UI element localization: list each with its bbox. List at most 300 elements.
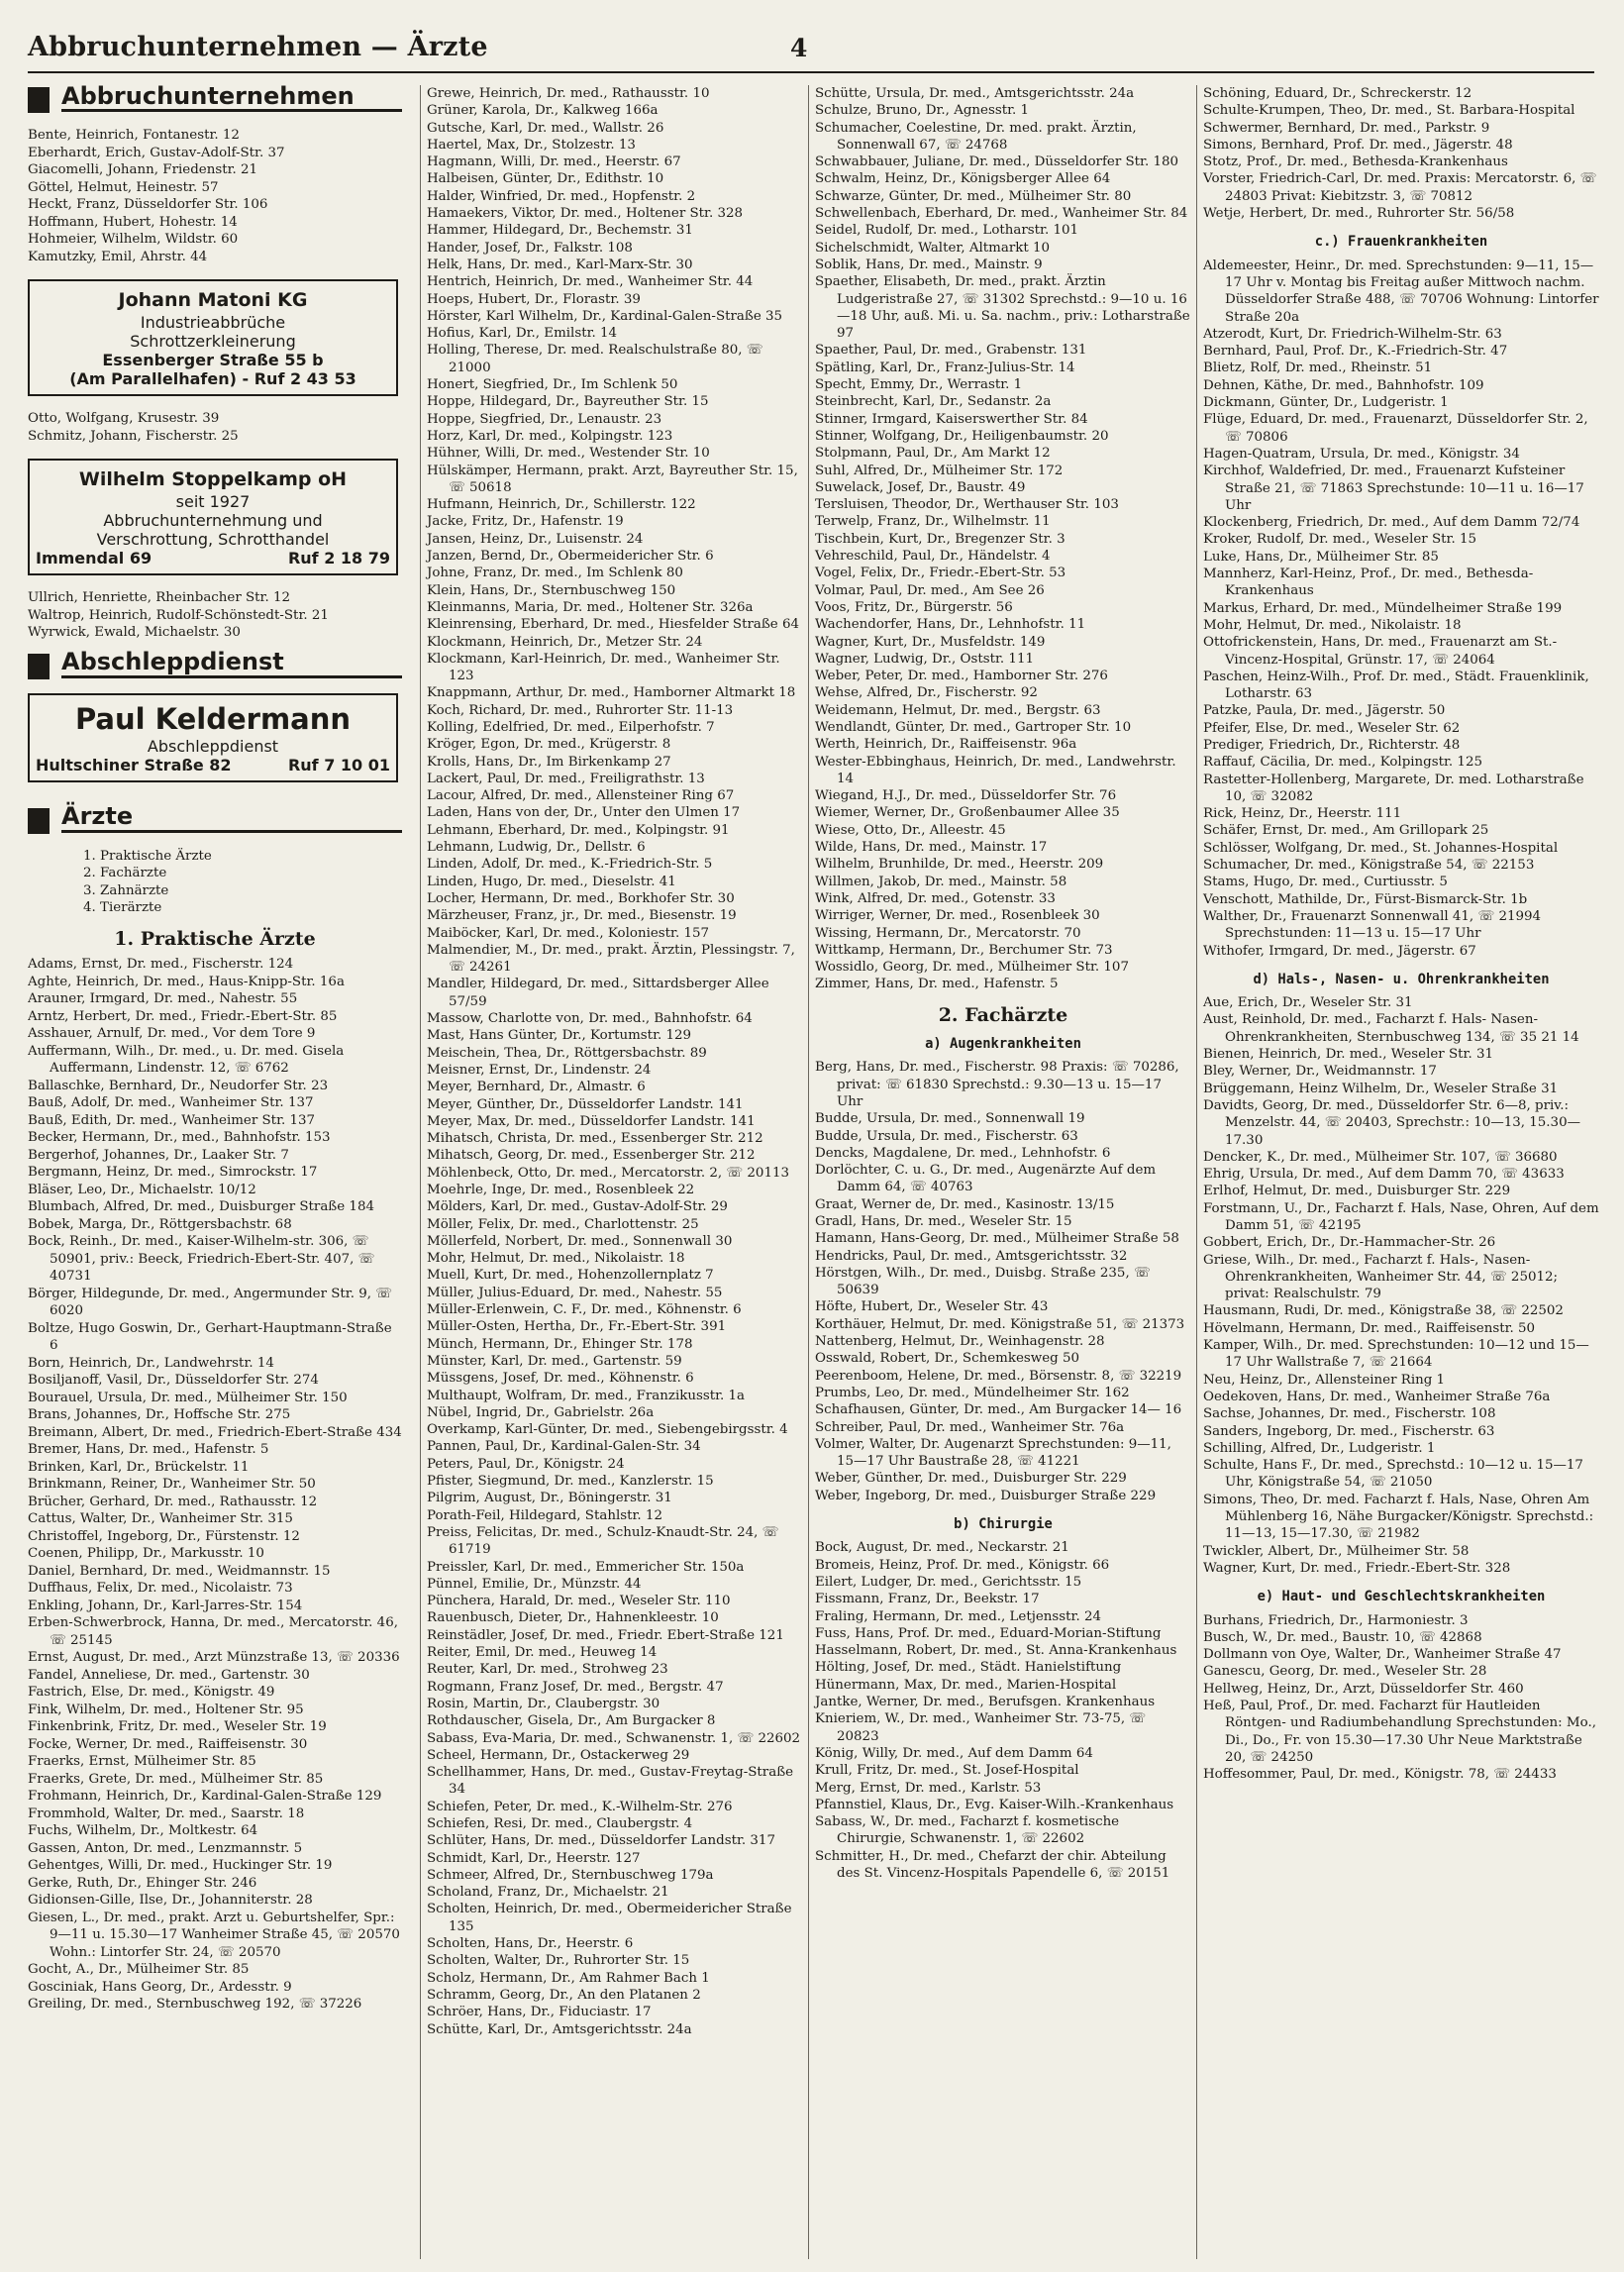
directory-entry: Bobek, Marga, Dr., Röttgersbachstr. 68 — [28, 1216, 292, 1232]
advert-stoppelkamp — [28, 459, 398, 575]
directory-entry: Hammer, Hildegard, Dr., Bechemstr. 31 — [427, 223, 693, 239]
directory-entry: Meisner, Ernst, Dr., Lindenstr. 24 — [427, 1062, 652, 1078]
directory-entry: Brinken, Karl, Dr., Brückelstr. 11 — [28, 1459, 250, 1475]
directory-entry: Seidel, Rudolf, Dr. med., Lotharstr. 101 — [815, 223, 1079, 239]
directory-entry: Hofius, Karl, Dr., Emilstr. 14 — [427, 326, 618, 342]
directory-entry: Linden, Hugo, Dr. med., Dieselstr. 41 — [427, 874, 676, 889]
directory-entry: Pfister, Siegmund, Dr. med., Kanzlerstr. 15 — [427, 1474, 714, 1490]
directory-entry: Fissmann, Franz, Dr., Beekstr. 17 — [815, 1592, 1040, 1607]
directory-entry: Stolpmann, Paul, Dr., Am Markt 12 — [815, 446, 1051, 462]
directory-entry: Otto, Wolfgang, Krusestr. 39 — [28, 411, 220, 426]
directory-entry: Oedekoven, Hans, Dr. med., Wanheimer Straße 76a — [1203, 1389, 1551, 1404]
directory-entry: Finkenbrink, Fritz, Dr. med., Weseler Str. 19 — [28, 1719, 327, 1734]
directory-entry: Janzen, Bernd, Dr., Obermeidericher Str. 6 — [427, 549, 714, 565]
directory-entry: Busch, W., Dr. med., Baustr. 10, ☏ 42868 — [1203, 1629, 1482, 1645]
directory-entry: Coenen, Philipp, Dr., Markusstr. 10 — [28, 1546, 264, 1561]
directory-entry: Porath-Feil, Hildegard, Stahlstr. 12 — [427, 1507, 662, 1523]
directory-entry: Bernhard, Paul, Prof. Dr., K.-Friedrich-Str. 47 — [1203, 344, 1508, 360]
directory-entry: Dehnen, Käthe, Dr. med., Bahnhofstr. 109 — [1203, 377, 1484, 393]
section-marker-icon — [28, 87, 50, 113]
directory-entry: Grewe, Heinrich, Dr. med., Rathausstr. 10 — [427, 86, 710, 101]
directory-entry: Bente, Heinrich, Fontanestr. 12 — [28, 128, 240, 143]
directory-entry: Scholten, Hans, Dr., Heerstr. 6 — [427, 1936, 634, 1952]
directory-entry: Locher, Hermann, Dr. med., Borkhofer Str. 30 — [427, 890, 735, 906]
directory-entry: Scholten, Heinrich, Dr. med., Obermeidericher Straße 135 — [427, 1902, 792, 1934]
directory-entry: Pilgrim, August, Dr., Böningerstr. 31 — [427, 1491, 672, 1506]
directory-entry: Specht, Emmy, Dr., Werrastr. 1 — [815, 377, 1023, 393]
directory-entry: Bourauel, Ursula, Dr. med., Mülheimer Str. 150 — [28, 1390, 348, 1405]
directory-entry: Reiter, Emil, Dr. med., Heuweg 14 — [427, 1645, 658, 1661]
directory-entry: Wehse, Alfred, Dr., Fischerstr. 92 — [815, 685, 1038, 701]
directory-entry: Luke, Hans, Dr., Mülheimer Str. 85 — [1203, 549, 1439, 565]
directory-entry: Volmer, Walter, Dr. Augenarzt Sprechstunden: 9—11, 15—17 Uhr Baustraße 28, ☏ 41221 — [815, 1436, 1171, 1470]
directory-entry: Malmendier, M., Dr. med., prakt. Ärztin, Plessingstr. 7, ☏ 24261 — [427, 942, 795, 976]
advert-line: Abbruchunternehmung und — [103, 511, 323, 530]
directory-entry: Knappmann, Arthur, Dr. med., Hamborner Altmarkt 18 — [427, 685, 796, 701]
directory-entry: Schulte-Krumpen, Theo, Dr. med., St. Barbara-Hospital — [1203, 103, 1575, 119]
directory-entry: Paschen, Heinz-Wilh., Prof. Dr. med., Städt. Frauenklinik, Lotharstr. 63 — [1203, 669, 1589, 702]
directory-entry: Gosciniak, Hans Georg, Dr., Ardesstr. 9 — [28, 1979, 292, 1995]
directory-entry: Focke, Werner, Dr. med., Raiffeisenstr. 30 — [28, 1736, 308, 1752]
directory-entry: Wiese, Otto, Dr., Alleestr. 45 — [815, 822, 1006, 838]
directory-entry: Hülskämper, Hermann, prakt. Arzt, Bayreuther Str. 15, ☏ 50618 — [427, 463, 798, 495]
directory-entry: Christoffel, Ingeborg, Dr., Fürstenstr. 12 — [28, 1528, 300, 1544]
section-marker-icon — [28, 808, 50, 834]
directory-entry: Stinner, Irmgard, Kaiserswerther Str. 84 — [815, 411, 1088, 427]
directory-entry: Mandler, Hildegard, Dr. med., Sittardsberger Allee 57/59 — [427, 977, 769, 1009]
directory-entry: Multhaupt, Wolfram, Dr. med., Franzikusstr. 1a — [427, 1388, 746, 1403]
directory-entry: Hentrich, Heinrich, Dr. med., Wanheimer Str. 44 — [427, 274, 754, 290]
directory-entry: Stinner, Wolfgang, Dr., Heiligenbaumstr. 20 — [815, 428, 1109, 444]
advert-address: Immendal 69 — [36, 549, 152, 568]
directory-entry: Möhlenbeck, Otto, Dr. med., Mercatorstr. 2, ☏ 20113 — [427, 1165, 789, 1181]
directory-entry: Stotz, Prof., Dr. med., Bethesda-Krankenhaus — [1203, 155, 1508, 170]
directory-entry: Klockenberg, Friedrich, Dr. med., Auf dem Damm 72/74 — [1203, 515, 1580, 531]
directory-entry: Scholz, Hermann, Dr., Am Rahmer Bach 1 — [427, 1970, 710, 1986]
directory-entry: Sichelschmidt, Walter, Altmarkt 10 — [815, 240, 1051, 256]
section-heading-abbruch — [28, 87, 402, 113]
directory-entry: Rastetter-Hollenberg, Margarete, Dr. med. Lotharstraße 10, ☏ 32082 — [1203, 772, 1584, 804]
directory-entry: Giacomelli, Johann, Friedenstr. 21 — [28, 162, 258, 177]
directory-entry: Meyer, Bernhard, Dr., Almastr. 6 — [427, 1080, 646, 1095]
directory-entry: Spaether, Paul, Dr. med., Grabenstr. 131 — [815, 343, 1087, 359]
directory-entry: Schäfer, Ernst, Dr. med., Am Grillopark 25 — [1203, 823, 1489, 839]
directory-entry: Brans, Johannes, Dr., Hoffsche Str. 275 — [28, 1407, 291, 1422]
directory-entry: Ballaschke, Bernhard, Dr., Neudorfer Str. 23 — [28, 1078, 329, 1093]
directory-entry: Ernst, August, Dr. med., Arzt Münzstraße 13, ☏ 20336 — [28, 1650, 400, 1665]
directory-entry: Sabass, W., Dr. med., Facharzt f. kosmetische Chirurgie, Schwanenstr. 1, ☏ 22602 — [815, 1814, 1120, 1847]
directory-entry: Preiss, Felicitas, Dr. med., Schulz-Knaudt-Str. 24, ☏ 61719 — [427, 1524, 779, 1558]
directory-entry: Müller, Julius-Eduard, Dr. med., Nahestr. 55 — [427, 1285, 723, 1300]
directory-entry: Börger, Hildegunde, Dr. med., Angermunder Str. 9, ☏ 6020 — [28, 1286, 393, 1318]
directory-entry: Mast, Hans Günter, Dr., Kortumstr. 129 — [427, 1028, 692, 1044]
directory-entry: Bock, Reinh., Dr. med., Kaiser-Wilhelm-str. 306, ☏ 50901, priv.: Beeck, Friedrich-Ebert-Str. 407, ☏ 40731 — [28, 1234, 375, 1284]
entry-list — [815, 85, 1191, 993]
directory-entry: Koch, Richard, Dr. med., Ruhrorter Str. 11-13 — [427, 702, 734, 718]
directory-entry: Born, Heinrich, Dr., Landwehrstr. 14 — [28, 1355, 274, 1371]
directory-entry: Krull, Fritz, Dr. med., St. Josef-Hospital — [815, 1763, 1079, 1779]
entry-list — [28, 127, 402, 265]
directory-entry: Hövelmann, Hermann, Dr. med., Raiffeisenstr. 50 — [1203, 1320, 1536, 1336]
directory-entry: Mohr, Helmut, Dr. med., Nikolaistr. 18 — [427, 1251, 685, 1267]
directory-entry: Venschott, Mathilde, Dr., Fürst-Bismarck-Str. 1b — [1203, 891, 1528, 907]
section-title: Abschleppdienst — [61, 654, 402, 678]
directory-entry: Hufmann, Heinrich, Dr., Schillerstr. 122 — [427, 497, 696, 513]
directory-entry: Volmar, Paul, Dr. med., Am See 26 — [815, 582, 1045, 598]
directory-entry: Honert, Siegfried, Dr., Im Schlenk 50 — [427, 377, 678, 393]
directory-entry: Maiböcker, Karl, Dr. med., Koloniestr. 157 — [427, 925, 710, 941]
directory-entry: Ullrich, Henriette, Rheinbacher Str. 12 — [28, 590, 291, 605]
directory-entry: Preissler, Karl, Dr. med., Emmericher Str. 150a — [427, 1559, 745, 1575]
directory-entry: Schmitter, H., Dr. med., Chefarzt der chir. Abteilung des St. Vincenz-Hospitals Papendelle 6, ☏ 20151 — [815, 1848, 1170, 1881]
directory-entry: Davidts, Georg, Dr. med., Düsseldorfer Str. 6—8, priv.: Menzelstr. 44, ☏ 20403, Sprechstr.: 10—13, 15.30—17.30 — [1203, 1097, 1580, 1148]
directory-entry: Terwelp, Franz, Dr., Wilhelmstr. 11 — [815, 514, 1051, 530]
column-1 — [28, 85, 402, 2259]
directory-entry: Schütte, Ursula, Dr. med., Amtsgerichtsstr. 24a — [815, 86, 1135, 101]
directory-entry: Brücher, Gerhard, Dr. med., Rathausstr. 12 — [28, 1494, 318, 1509]
directory-entry: Rothdauscher, Gisela, Dr., Am Burgacker 8 — [427, 1713, 716, 1729]
directory-entry: Tersluisen, Theodor, Dr., Werthauser Str. 103 — [815, 497, 1119, 513]
directory-entry: Hörstgen, Wilh., Dr. med., Duisbg. Straße 235, ☏ 50639 — [815, 1265, 1151, 1298]
directory-entry: Erben-Schwerbrock, Hanna, Dr. med., Mercatorstr. 46, ☏ 25145 — [28, 1615, 398, 1648]
advert-line: seit 1927 — [175, 492, 251, 511]
directory-entry: Adams, Ernst, Dr. med., Fischerstr. 124 — [28, 957, 294, 972]
directory-entry: Schulte, Hans F., Dr. med., Sprechstd.: 10—12 u. 15—17 Uhr, Königstraße 54, ☏ 21050 — [1203, 1458, 1583, 1491]
advert-line: Abschleppdienst — [147, 736, 279, 756]
directory-entry: Stams, Hugo, Dr. med., Curtiusstr. 5 — [1203, 875, 1448, 890]
directory-entry: Kirchhof, Waldefried, Dr. med., Frauenarzt Kufsteiner Straße 21, ☏ 71863 Sprechstunde: 10—11 u. 16—17 Uhr — [1203, 464, 1584, 513]
directory-entry: Wendlandt, Günter, Dr. med., Gartroper Str. 10 — [815, 719, 1132, 735]
directory-entry: Wiemer, Werner, Dr., Großenbaumer Allee 35 — [815, 805, 1120, 821]
directory-entry: Gradl, Hans, Dr. med., Weseler Str. 15 — [815, 1214, 1072, 1229]
directory-entry: Dickmann, Günter, Dr., Ludgeristr. 1 — [1203, 395, 1449, 411]
directory-entry: Scheel, Hermann, Dr., Ostackerweg 29 — [427, 1747, 690, 1763]
directory-entry: Mihatsch, Georg, Dr. med., Essenberger Str. 212 — [427, 1148, 756, 1164]
directory-entry: Weber, Peter, Dr. med., Hamborner Str. 276 — [815, 669, 1108, 684]
page-number: 4 — [790, 34, 808, 62]
directory-entry: Dorlöchter, C. u. G., Dr. med., Augenärzte Auf dem Damm 64, ☏ 40763 — [815, 1163, 1157, 1195]
subsection-title: 1. Praktische Ärzte — [114, 927, 316, 950]
directory-entry: Rogmann, Franz Josef, Dr. med., Bergstr. 47 — [427, 1679, 724, 1695]
directory-entry: Möller, Felix, Dr. med., Charlottenstr. 25 — [427, 1216, 699, 1232]
directory-entry: Kroker, Rudolf, Dr. med., Weseler Str. 15 — [1203, 532, 1476, 548]
directory-entry: Bauß, Adolf, Dr. med., Wanheimer Str. 137 — [28, 1095, 314, 1110]
directory-entry: Nübel, Ingrid, Dr., Gabrielstr. 26a — [427, 1404, 655, 1420]
directory-entry: Gocht, A., Dr., Mülheimer Str. 85 — [28, 1962, 250, 1977]
subsection-title: a) Augenkrankheiten — [925, 1036, 1081, 1053]
directory-entry: Simons, Theo, Dr. med. Facharzt f. Hals, Nase, Ohren Am Mühlenberg 16, Nähe Burgacker/Königstr. Sprechstd.: 11—13, 15—17.30, ☏ 21982 — [1203, 1492, 1594, 1542]
entry-list — [28, 589, 402, 642]
directory-entry: Meischein, Thea, Dr., Röttgersbachstr. 89 — [427, 1045, 707, 1061]
directory-entry: Frohmann, Heinrich, Dr., Kardinal-Galen-Straße 129 — [28, 1789, 382, 1804]
directory-entry: Schöning, Eduard, Dr., Schreckerstr. 12 — [1203, 86, 1472, 101]
advert-line: (Am Parallelhafen) - Ruf 2 43 53 — [69, 369, 356, 388]
directory-entry: Mihatsch, Christa, Dr. med., Essenberger Str. 212 — [427, 1131, 763, 1147]
directory-entry: Wachendorfer, Hans, Dr., Lehnhofstr. 11 — [815, 617, 1086, 633]
directory-entry: Ganescu, Georg, Dr. med., Weseler Str. 28 — [1203, 1664, 1487, 1680]
directory-entry: Prumbs, Leo, Dr. med., Mündelheimer Str. 162 — [815, 1385, 1130, 1400]
directory-entry: Meyer, Günther, Dr., Düsseldorfer Landstr. 141 — [427, 1096, 744, 1112]
directory-entry: Schulze, Bruno, Dr., Agnesstr. 1 — [815, 103, 1030, 119]
directory-entry: Wagner, Kurt, Dr. med., Friedr.-Ebert-Str. 328 — [1203, 1560, 1511, 1576]
directory-entry: Vehreschild, Paul, Dr., Händelstr. 4 — [815, 549, 1051, 565]
directory-entry: Bock, August, Dr. med., Neckarstr. 21 — [815, 1540, 1069, 1556]
directory-entry: Duffhaus, Felix, Dr. med., Nicolaistr. 73 — [28, 1581, 293, 1596]
directory-entry: Reinstädler, Josef, Dr. med., Friedr. Ebert-Straße 121 — [427, 1627, 784, 1643]
directory-entry: Steinbrecht, Karl, Dr., Sedanstr. 2a — [815, 394, 1052, 410]
directory-entry: Wink, Alfred, Dr. med., Gotenstr. 33 — [815, 890, 1056, 906]
directory-entry: Gidionsen-Gille, Ilse, Dr., Johanniterstr. 28 — [28, 1893, 313, 1908]
entry-list — [427, 85, 803, 2038]
directory-entry: Lackert, Paul, Dr. med., Freiligrathstr. 13 — [427, 771, 705, 786]
directory-entry: Pannen, Paul, Dr., Kardinal-Galen-Str. 34 — [427, 1439, 701, 1455]
directory-entry: Hasselmann, Robert, Dr. med., St. Anna-Krankenhaus — [815, 1643, 1177, 1659]
directory-entry: Wissing, Hermann, Dr., Mercatorstr. 70 — [815, 925, 1081, 941]
directory-entry: Budde, Ursula, Dr. med., Fischerstr. 63 — [815, 1128, 1078, 1144]
directory-entry: Soblik, Hans, Dr. med., Mainstr. 9 — [815, 257, 1043, 272]
directory-entry: Halbeisen, Günter, Dr., Edithstr. 10 — [427, 171, 664, 187]
directory-entry: Wilde, Hans, Dr. med., Mainstr. 17 — [815, 840, 1048, 856]
directory-entry: Patzke, Paula, Dr. med., Jägerstr. 50 — [1203, 703, 1446, 719]
directory-entry: Fraling, Hermann, Dr. med., Letjensstr. 24 — [815, 1608, 1102, 1624]
directory-entry: Neu, Heinz, Dr., Allensteiner Ring 1 — [1203, 1372, 1446, 1388]
directory-entry: Waltrop, Heinrich, Rudolf-Schönstedt-Str. 21 — [28, 607, 329, 623]
directory-entry: Klockmann, Karl-Heinrich, Dr. med., Wanheimer Str. 123 — [427, 651, 780, 684]
directory-entry: Hamann, Hans-Georg, Dr. med., Mülheimer Straße 58 — [815, 1231, 1179, 1247]
directory-entry: Schiefen, Peter, Dr. med., K.-Wilhelm-Str. 276 — [427, 1799, 733, 1814]
directory-entry: Dollmann von Oye, Walter, Dr., Wanheimer Straße 47 — [1203, 1647, 1562, 1663]
directory-entry: Enkling, Johann, Dr., Karl-Jarres-Str. 154 — [28, 1598, 303, 1613]
directory-entry: Reuter, Karl, Dr. med., Strohweg 23 — [427, 1662, 668, 1678]
directory-entry: Eilert, Ludger, Dr. med., Gerichtsstr. 15 — [815, 1574, 1082, 1590]
directory-entry: Hoeps, Hubert, Dr., Florastr. 39 — [427, 291, 641, 307]
directory-entry: Kröger, Egon, Dr. med., Krügerstr. 8 — [427, 737, 671, 753]
directory-entry: Hander, Josef, Dr., Falkstr. 108 — [427, 240, 633, 256]
directory-entry: Overkamp, Karl-Günter, Dr. med., Siebengebirgsstr. 4 — [427, 1422, 788, 1438]
directory-entry: Wirriger, Werner, Dr. med., Rosenbleek 30 — [815, 908, 1100, 924]
directory-entry: Schwalm, Heinz, Dr., Königsberger Allee 64 — [815, 171, 1111, 187]
directory-entry: Cattus, Walter, Dr., Wanheimer Str. 315 — [28, 1511, 293, 1526]
directory-entry: Jansen, Heinz, Dr., Luisenstr. 24 — [427, 531, 644, 547]
directory-entry: Peerenboom, Helene, Dr. med., Börsenstr. 8, ☏ 32219 — [815, 1368, 1182, 1384]
running-title: Abbruchunternehmen — Ärzte — [28, 32, 488, 62]
directory-entry: Boltze, Hugo Goswin, Dr., Gerhart-Hauptmann-Straße 6 — [28, 1320, 392, 1353]
advert-matoni — [28, 279, 398, 396]
directory-entry: Schwabbauer, Juliane, Dr. med., Düsseldorfer Str. 180 — [815, 155, 1179, 170]
directory-entry: Helk, Hans, Dr. med., Karl-Marx-Str. 30 — [427, 257, 693, 272]
directory-entry: Schafhausen, Günter, Dr. med., Am Burgacker 14— 16 — [815, 1402, 1182, 1418]
directory-entry: Knieriem, W., Dr. med., Wanheimer Str. 73-75, ☏ 20823 — [815, 1711, 1147, 1744]
directory-entry: Twickler, Albert, Dr., Mülheimer Str. 58 — [1203, 1543, 1470, 1559]
directory-entry: Meyer, Max, Dr. med., Düsseldorfer Landstr. 141 — [427, 1113, 756, 1129]
column-2 — [420, 85, 803, 2259]
directory-entry: Schreiber, Paul, Dr. med., Wanheimer Str. 76a — [815, 1419, 1125, 1435]
directory-entry: Schlüter, Hans, Dr. med., Düsseldorfer Landstr. 317 — [427, 1833, 775, 1849]
directory-entry: Wetje, Herbert, Dr. med., Ruhrorter Str. 56/58 — [1203, 206, 1515, 222]
directory-entry: Brüggemann, Heinz Wilhelm, Dr., Weseler Straße 31 — [1203, 1081, 1559, 1096]
directory-entry: Hörster, Karl Wilhelm, Dr., Kardinal-Galen-Straße 35 — [427, 308, 783, 324]
directory-entry: Schmeer, Alfred, Dr., Sternbuschweg 179a — [427, 1867, 714, 1883]
directory-entry: Hoffmann, Hubert, Hohestr. 14 — [28, 214, 238, 230]
advert-phone: Ruf 7 10 01 — [287, 755, 390, 775]
directory-entry: Höfte, Hubert, Dr., Weseler Str. 43 — [815, 1299, 1049, 1315]
entry-list — [28, 410, 402, 445]
subsection-title: d) Hals-, Nasen- u. Ohrenkrankheiten — [1253, 971, 1550, 987]
directory-entry: Müller-Erlenwein, C. F., Dr. med., Köhnenstr. 6 — [427, 1302, 742, 1318]
directory-entry: Fastrich, Else, Dr. med., Königstr. 49 — [28, 1685, 275, 1700]
directory-entry: Peters, Paul, Dr., Königstr. 24 — [427, 1456, 625, 1472]
entry-list — [815, 1539, 1191, 1882]
directory-entry: Klein, Hans, Dr., Sternbuschweg 150 — [427, 582, 676, 598]
section-title: Abbruchunternehmen — [61, 88, 402, 113]
directory-entry: Arntz, Herbert, Dr. med., Friedr.-Ebert-Str. 85 — [28, 1008, 338, 1024]
table-of-contents — [28, 848, 402, 917]
directory-entry: Arauner, Irmgard, Dr. med., Nahestr. 55 — [28, 991, 298, 1006]
directory-entry: Griese, Wilh., Dr. med., Facharzt f. Hals-, Nasen- Ohrenkrankheiten, Wanheimer Str. 44, ☏ 25012; privat: Realschulstr. 79 — [1203, 1252, 1559, 1302]
directory-entry: Schröer, Hans, Dr., Fiduciastr. 17 — [427, 2005, 652, 2020]
advert-name: Wilhelm Stoppelkamp oH — [78, 468, 348, 490]
advert-name: Johann Matoni KG — [118, 289, 308, 311]
directory-entry: Raffauf, Cäcilia, Dr. med., Kolpingstr. 125 — [1203, 755, 1482, 771]
directory-entry: Weber, Günther, Dr. med., Duisburger Str. 229 — [815, 1471, 1127, 1487]
directory-entry: Hendricks, Paul, Dr. med., Amtsgerichtsstr. 32 — [815, 1248, 1128, 1264]
directory-entry: Jantke, Werner, Dr. med., Berufsgen. Krankenhaus — [815, 1695, 1156, 1710]
advert-footer — [36, 756, 390, 775]
directory-entry: Kolling, Edelfried, Dr. med., Eilperhofstr. 7 — [427, 719, 715, 735]
advert-keldermann — [28, 693, 398, 782]
directory-entry: Withofer, Irmgard, Dr. med., Jägerstr. 67 — [1203, 943, 1476, 959]
directory-entry: Vogel, Felix, Dr., Friedr.-Ebert-Str. 53 — [815, 566, 1066, 581]
advert-phone: Ruf 2 18 79 — [287, 549, 390, 568]
directory-entry: Müller-Osten, Hertha, Dr., Fr.-Ebert-Str. 391 — [427, 1319, 727, 1335]
directory-entry: Wilhelm, Brunhilde, Dr. med., Heerstr. 209 — [815, 857, 1104, 873]
advert-line: Schrottzerkleinerung — [130, 332, 296, 351]
directory-entry: Brinkmann, Reiner, Dr., Wanheimer Str. 50 — [28, 1477, 316, 1492]
directory-entry: Markus, Erhard, Dr. med., Mündelheimer Straße 199 — [1203, 600, 1563, 616]
entry-list — [28, 956, 402, 2014]
column-3 — [808, 85, 1191, 2259]
directory-entry: Aust, Reinhold, Dr. med., Facharzt f. Hals- Nasen- Ohrenkrankheiten, Sternbuschweg 134, ☏ 35 21 14 — [1203, 1012, 1579, 1045]
subsection-title: b) Chirurgie — [954, 1516, 1053, 1533]
directory-entry: Greiling, Dr. med., Sternbuschweg 192, ☏ 37226 — [28, 1997, 362, 2012]
directory-entry: Horz, Karl, Dr. med., Kolpingstr. 123 — [427, 428, 673, 444]
directory-entry: Schwermer, Bernhard, Dr. med., Parkstr. 9 — [1203, 120, 1490, 136]
page-header — [28, 28, 1594, 73]
directory-entry: Kamutzky, Emil, Ahrstr. 44 — [28, 249, 208, 264]
directory-entry: Schlösser, Wolfgang, Dr. med., St. Johannes-Hospital — [1203, 840, 1559, 856]
directory-entry: Schwarze, Günter, Dr. med., Mülheimer Str. 80 — [815, 188, 1132, 204]
directory-entry: Wyrwick, Ewald, Michaelstr. 30 — [28, 625, 241, 640]
directory-entry: Weidemann, Helmut, Dr. med., Bergstr. 63 — [815, 702, 1101, 718]
directory-entry: Becker, Hermann, Dr., med., Bahnhofstr. 153 — [28, 1130, 331, 1145]
advert-name: Paul Keldermann — [74, 701, 352, 736]
directory-entry: Bienen, Heinrich, Dr. med., Weseler Str. 31 — [1203, 1047, 1493, 1063]
directory-entry: Möllerfeld, Norbert, Dr. med., Sonnenwall 30 — [427, 1233, 733, 1249]
directory-entry: Bauß, Edith, Dr. med., Wanheimer Str. 137 — [28, 1112, 316, 1128]
directory-entry: Sachse, Johannes, Dr. med., Fischerstr. 108 — [1203, 1406, 1496, 1422]
section-heading-abschlepp — [28, 648, 402, 679]
advert-line: Verschrottung, Schrotthandel — [96, 530, 330, 549]
directory-entry: Dencks, Magdalene, Dr. med., Lehnhofstr. 6 — [815, 1145, 1111, 1161]
directory-entry: Lehmann, Eberhard, Dr. med., Kolpingstr. 91 — [427, 822, 730, 838]
toc-item: 4. Tierärzte — [83, 900, 162, 915]
directory-entry: Schellhammer, Hans, Dr. med., Gustav-Freytag-Straße 34 — [427, 1765, 794, 1798]
directory-entry: Klockmann, Heinrich, Dr., Metzer Str. 24 — [427, 634, 703, 650]
directory-entry: Hühner, Willi, Dr. med., Westender Str. 10 — [427, 446, 710, 462]
directory-entry: Sabass, Eva-Maria, Dr. med., Schwanenstr. 1, ☏ 22602 — [427, 1730, 801, 1746]
directory-entry: Linden, Adolf, Dr. med., K.-Friedrich-Str. 5 — [427, 857, 713, 873]
directory-entry: Frommhold, Walter, Dr. med., Saarstr. 18 — [28, 1806, 305, 1821]
directory-entry: Hoffesommer, Paul, Dr. med., Königstr. 78, ☏ 24433 — [1203, 1767, 1557, 1783]
directory-entry: Krolls, Hans, Dr., Im Birkenkamp 27 — [427, 754, 671, 770]
directory-entry: Aldemeester, Heinr., Dr. med. Sprechstunden: 9—11, 15—17 Uhr v. Montag bis Freitag außer Mittwoch nachm. Düsseldorfer Straße 488, ☏ 70706 Wohnung: Lintorfer Straße 20a — [1203, 258, 1599, 325]
directory-entry: Bergmann, Heinz, Dr. med., Simrockstr. 17 — [28, 1165, 318, 1180]
directory-entry: Fuss, Hans, Prof. Dr. med., Eduard-Morian-Stiftung — [815, 1625, 1162, 1641]
directory-entry: Hausmann, Rudi, Dr. med., Königstraße 38, ☏ 22502 — [1203, 1303, 1564, 1319]
directory-entry: Bromeis, Heinz, Prof. Dr. med., Königstr. 66 — [815, 1557, 1110, 1573]
directory-entry: Heß, Paul, Prof., Dr. med. Facharzt für Hautleiden Röntgen- und Radiumbehandlung Sprechstunden: Mo., Di., Do., Fr. von 15.30—17.30 Uhr Neue Marktstraße 20, ☏ 24250 — [1203, 1699, 1596, 1765]
directory-entry: Berg, Hans, Dr. med., Fischerstr. 98 Praxis: ☏ 70286, privat: ☏ 61830 Sprechstd.: 9.30—13 u. 15—17 Uhr — [815, 1060, 1179, 1109]
directory-entry: Muell, Kurt, Dr. med., Hohenzollernplatz 7 — [427, 1268, 714, 1284]
directory-entry: Burhans, Friedrich, Dr., Harmoniestr. 3 — [1203, 1612, 1469, 1628]
directory-entry: Wossidlo, Georg, Dr. med., Mülheimer Str. 107 — [815, 960, 1129, 976]
directory-entry: Hagmann, Willi, Dr. med., Heerstr. 67 — [427, 155, 681, 170]
directory-entry: Lehmann, Ludwig, Dr., Dellstr. 6 — [427, 840, 646, 856]
directory-entry: Willmen, Jakob, Dr. med., Mainstr. 58 — [815, 874, 1067, 889]
directory-entry: Bergerhof, Johannes, Dr., Laaker Str. 7 — [28, 1147, 289, 1163]
directory-entry: Fink, Wilhelm, Dr. med., Holtener Str. 95 — [28, 1702, 304, 1717]
directory-entry: Spaether, Elisabeth, Dr. med., prakt. Ärztin Ludgeristraße 27, ☏ 31302 Sprechstd.: 9—10 u. 16—18 Uhr, auß. Mi. u. Sa. nachm., priv.: Lotharstraße 97 — [815, 274, 1190, 342]
entry-list — [1203, 1612, 1599, 1784]
entry-list — [1203, 85, 1599, 222]
directory-entry: Hoppe, Siegfried, Dr., Lenaustr. 23 — [427, 411, 662, 427]
directory-entry: Prediger, Friedrich, Dr., Richterstr. 48 — [1203, 737, 1461, 753]
directory-entry: Hellweg, Heinz, Dr., Arzt, Düsseldorfer Str. 460 — [1203, 1681, 1524, 1697]
toc-item: 3. Zahnärzte — [83, 882, 169, 898]
directory-entry: Wagner, Kurt, Dr., Musfeldstr. 149 — [815, 634, 1046, 650]
directory-entry: Münster, Karl, Dr. med., Gartenstr. 59 — [427, 1353, 682, 1369]
subsection-title: c.) Frauenkrankheiten — [1314, 234, 1488, 251]
toc-item: 2. Fachärzte — [83, 866, 167, 880]
directory-entry: Aghte, Heinrich, Dr. med., Haus-Knipp-Str. 16a — [28, 974, 345, 989]
directory-entry: Nattenberg, Helmut, Dr., Weinhagenstr. 28 — [815, 1334, 1105, 1350]
directory-entry: Aue, Erich, Dr., Weseler Str. 31 — [1203, 995, 1413, 1011]
directory-entry: Haertel, Max, Dr., Stolzestr. 13 — [427, 137, 636, 153]
advert-address: Hultschiner Straße 82 — [36, 755, 232, 775]
directory-entry: Rosin, Martin, Dr., Claubergstr. 30 — [427, 1696, 660, 1711]
directory-entry: Wagner, Ludwig, Dr., Oststr. 111 — [815, 651, 1034, 667]
directory-entry: Werth, Heinrich, Dr., Raiffeisenstr. 96a — [815, 737, 1077, 753]
directory-entry: Weber, Ingeborg, Dr. med., Duisburger Straße 229 — [815, 1488, 1157, 1503]
directory-entry: Forstmann, U., Dr., Facharzt f. Hals, Nase, Ohren, Auf dem Damm 51, ☏ 42195 — [1203, 1200, 1599, 1233]
directory-entry: Hagen-Quatram, Ursula, Dr. med., Königstr. 34 — [1203, 446, 1520, 462]
directory-entry: Hamaekers, Viktor, Dr. med., Holtener Str. 328 — [427, 206, 744, 222]
directory-entry: Voos, Fritz, Dr., Bürgerstr. 56 — [815, 599, 1013, 615]
directory-entry: Suhl, Alfred, Dr., Mülheimer Str. 172 — [815, 463, 1064, 478]
directory-entry: Fuchs, Wilhelm, Dr., Moltkestr. 64 — [28, 1823, 258, 1838]
directory-entry: Hünermann, Max, Dr. med., Marien-Hospital — [815, 1677, 1117, 1693]
directory-entry: Spätling, Karl, Dr., Franz-Julius-Str. 14 — [815, 360, 1075, 375]
directory-entry: Mölders, Karl, Dr. med., Gustav-Adolf-Str. 29 — [427, 1199, 728, 1215]
directory-entry: Bosiljanoff, Vasil, Dr., Düsseldorfer Str. 274 — [28, 1373, 319, 1388]
directory-entry: Budde, Ursula, Dr. med., Sonnenwall 19 — [815, 1111, 1085, 1127]
directory-entry: Schütte, Karl, Dr., Amtsgerichtsstr. 24a — [427, 2021, 692, 2037]
section-title: Ärzte — [61, 808, 402, 833]
section-marker-icon — [28, 654, 50, 679]
directory-entry: Dencker, K., Dr. med., Mülheimer Str. 107, ☏ 36680 — [1203, 1149, 1558, 1165]
directory-entry: Flüge, Eduard, Dr. med., Frauenarzt, Düsseldorfer Str. 2, ☏ 70806 — [1203, 412, 1588, 445]
directory-entry: Gerke, Ruth, Dr., Ehinger Str. 246 — [28, 1875, 257, 1891]
